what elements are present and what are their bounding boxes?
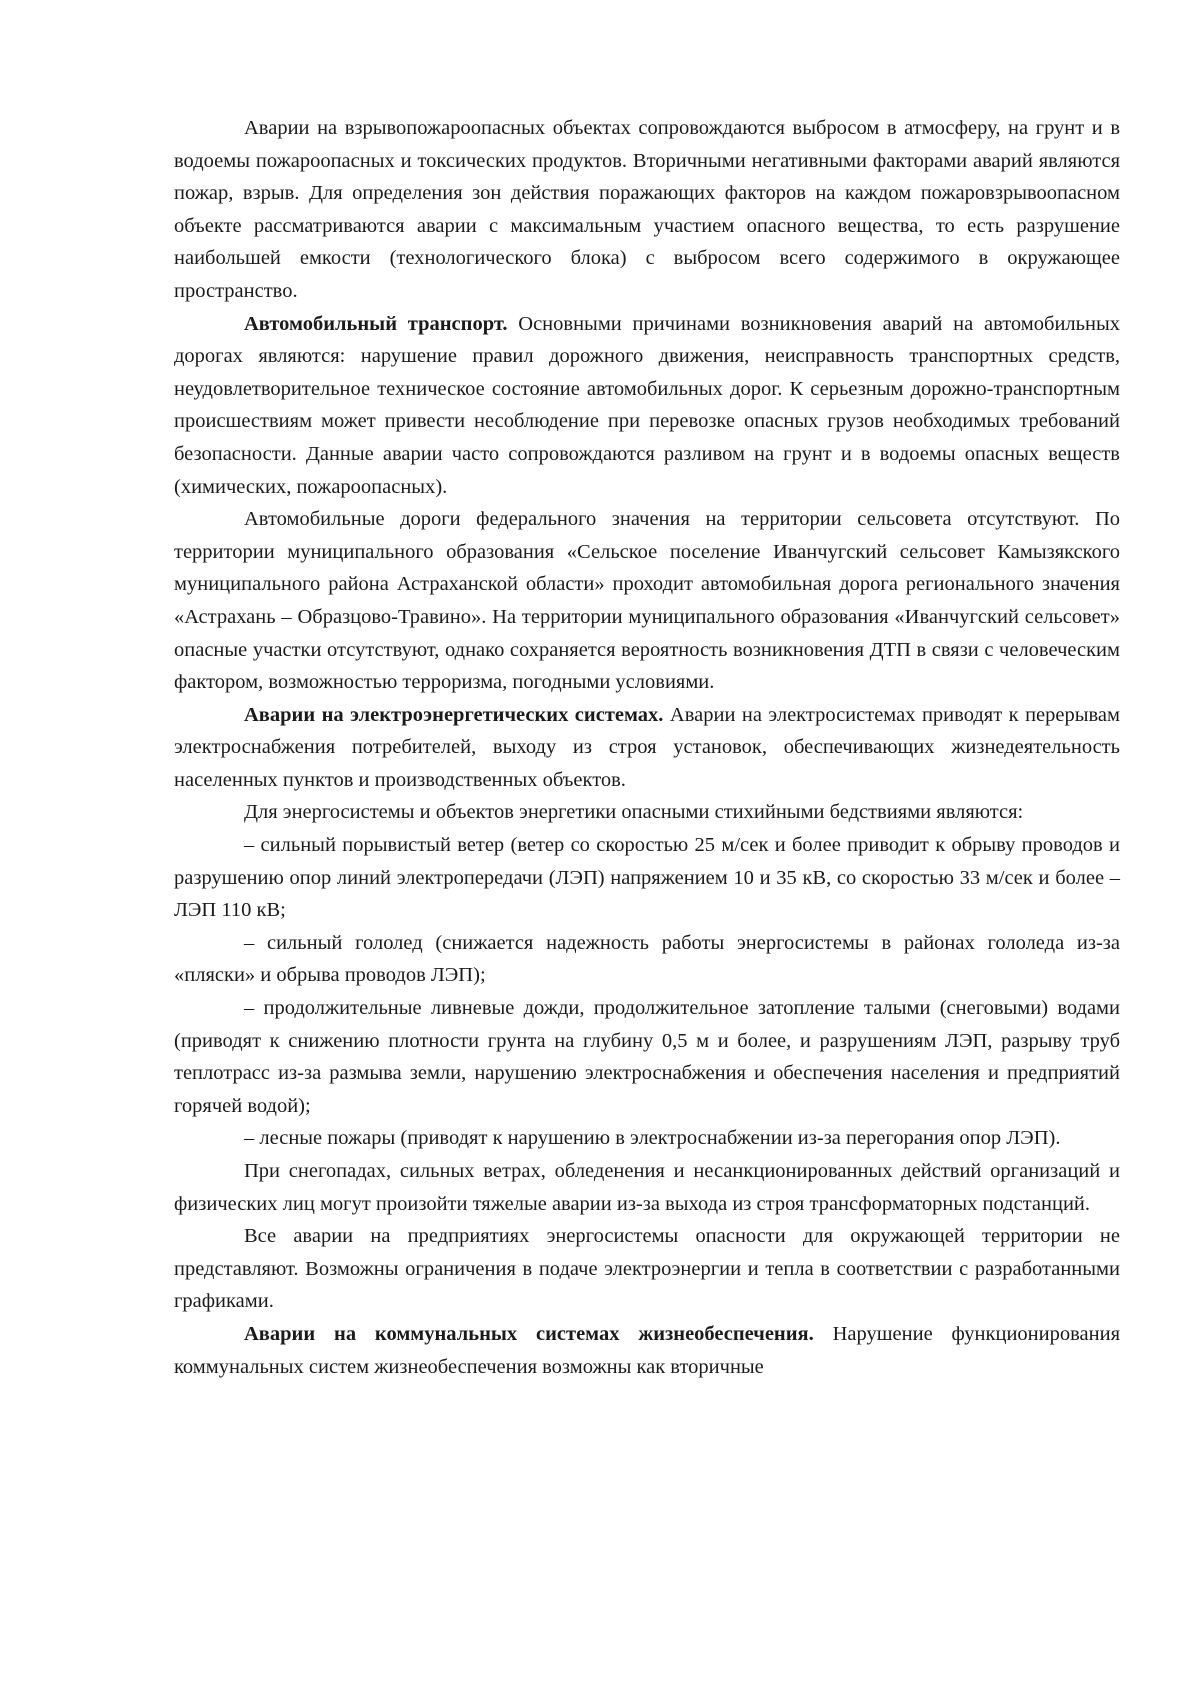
paragraph-power-systems: [174, 699, 1120, 797]
paragraph-text: Все аварии на предприятиях энергосистемы опасности для окружающей территории не представляют. Возможны ограничения в подаче электроэнергии и тепла в соответствии с разработанными графиками.: [174, 1225, 1120, 1313]
paragraph-utility-systems: [174, 1318, 1120, 1383]
paragraph-heading: Аварии на электроэнергетических системах.: [244, 703, 664, 726]
paragraph-text: – лесные пожары (приводят к нарушению в электроснабжении из-за перегорания опор ЛЭП).: [244, 1127, 1061, 1150]
list-item-rain-flood: [174, 992, 1120, 1122]
paragraph-text: Автомобильные дороги федерального значения на территории сельсовета отсутствуют. По территории муниципального образования «Сельское поселение Иванчугский сельсовет Камызякского муниципального района Астраханской области» проходит автомобильная дорога регионального значения «Астрахань – Образцово-Травино». На территории муниципального образования «Иванчугский сельсовет» опасные участки отсутствуют, однако сохраняется вероятность возникновения ДТП в связи с человеческим фактором, возможностью терроризма, погодными условиями.: [174, 508, 1120, 694]
paragraph-explosive-objects: [174, 112, 1120, 308]
paragraph-heading: Автомобильный транспорт.: [244, 312, 508, 335]
paragraph-text: Нарушение функционирования коммунальных систем жизнеобеспечения возможны как вторичные: [174, 1322, 1120, 1378]
paragraph-substations: [174, 1155, 1120, 1220]
paragraph-text: – сильный гололед (снижается надежность работы энергосистемы в районах гололеда из-за «пляски» и обрыва проводов ЛЭП);: [174, 931, 1120, 987]
document-page: [174, 112, 1120, 1383]
paragraph-energy-accidents: [174, 1220, 1120, 1318]
paragraph-text: Для энергосистемы и объектов энергетики опасными стихийными бедствиями являются:: [244, 801, 1024, 824]
list-item-wind: [174, 829, 1120, 927]
paragraph-text: При снегопадах, сильных ветрах, обледенения и несанкционированных действий организаций и физических лиц могут произойти тяжелые аварии из-за выхода из строя трансформаторных подстанций.: [174, 1160, 1120, 1215]
list-item-forest-fires: [174, 1122, 1120, 1155]
paragraph-text: Аварии на взрывопожароопасных объектах сопровождаются выбросом в атмосферу, на грунт и в водоемы пожароопасных и токсических продуктов. Вторичными негативными факторами аварий являются пожар, взрыв. Для определения зон действия поражающих факторов на каждом пожаровзрывоопасном объекте рассматриваются аварии с максимальным участием опасного вещества, то есть разрушение наибольшей емкости (технологического блока) с выбросом всего содержимого в окружающее пространство.: [174, 117, 1120, 302]
paragraph-text: Основными причинами возникновения аварий на автомобильных дорогах являются: нарушение правил дорожного движения, неисправность транспортных средств, неудовлетворительное техническое состояние автомобильных дорог. К серьезным дорожно-транспортным происшествиям может привести несоблюдение при перевозке опасных грузов необходимых требований безопасности. Данные аварии часто сопровождаются разливом на грунт и в водоемы опасных веществ (химических, пожароопасных).: [174, 312, 1120, 498]
paragraph-road-transport: [174, 308, 1120, 504]
paragraph-text: Аварии на электросистемах приводят к перерывам электроснабжения потребителей, выходу из строя установок, обеспечивающих жизнедеятельность населенных пунктов и производственных объектов.: [174, 703, 1120, 791]
paragraph-heading: Аварии на коммунальных системах жизнеобеспечения.: [244, 1322, 814, 1345]
paragraph-text: – продолжительные ливневые дожди, продолжительное затопление талыми (снеговыми) водами (приводят к снижению плотности грунта на глубину 0,5 м и более, и разрушениям ЛЭП, разрыву труб теплотрасс из-за размыва земли, нарушению электроснабжения и обеспечения населения и предприятий горячей водой);: [174, 997, 1120, 1117]
paragraph-hazards-intro: [174, 796, 1120, 829]
paragraph-text: – сильный порывистый ветер (ветер со скоростью 25 м/сек и более приводит к обрыву проводов и разрушению опор линий электропередачи (ЛЭП) напряжением 10 и 35 кВ, со скоростью 33 м/сек и более – ЛЭП 110 кВ;: [174, 834, 1120, 922]
paragraph-roads-territory: [174, 503, 1120, 699]
list-item-ice: [174, 927, 1120, 992]
